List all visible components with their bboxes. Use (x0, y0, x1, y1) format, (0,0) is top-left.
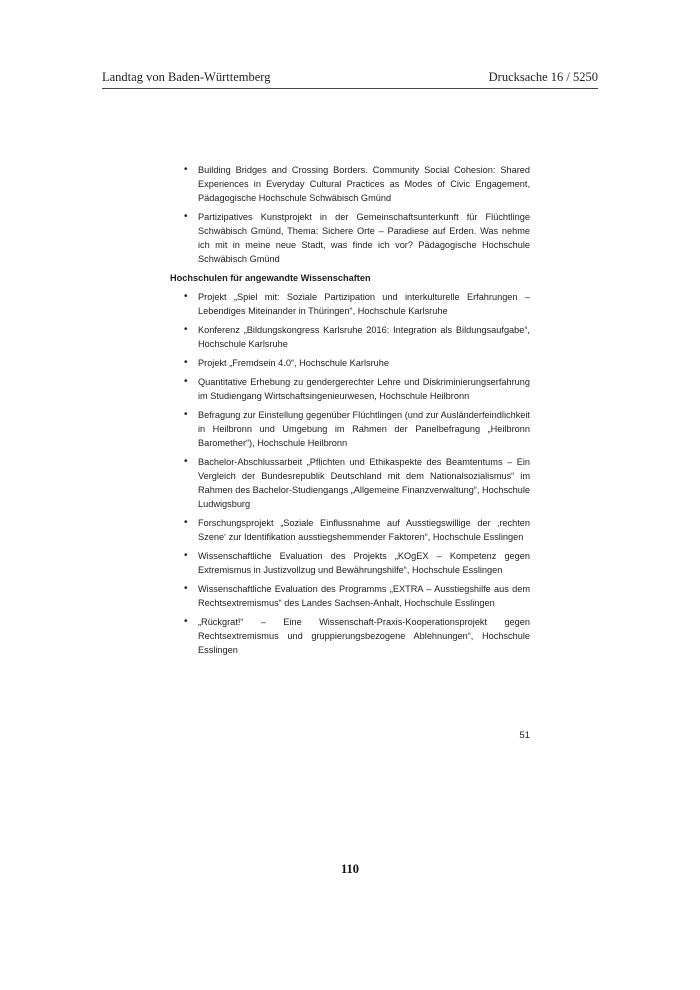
main-content (170, 163, 530, 662)
inner-page-number: 51 (519, 730, 530, 741)
outer-page-number: 110 (340, 862, 360, 876)
bullet-list-a (170, 163, 530, 266)
list-item: • Wissenschaftliche Evaluation des Projekts „KOgEX – Kompetenz gegen Extremismus in Justizvollzug und Bewährungshilfe“, Hochschule Esslingen (170, 549, 530, 577)
list-item: • Projekt „Spiel mit: Soziale Partizipation und interkulturelle Erfahrungen – Lebendiges Miteinander in Thüringen“, Hochschule Karlsruhe (170, 290, 530, 318)
section-heading: Hochschulen für angewandte Wissenschaften (170, 273, 371, 283)
header-document-number: Drucksache 16 / 5250 (488, 70, 598, 84)
page-header (102, 70, 598, 89)
header-left-title: Landtag von Baden-Württemberg (102, 70, 271, 84)
list-item: • Konferenz „Bildungskongress Karlsruhe 2016: Integration als Bildungsaufgabe“, Hochschule Karlsruhe (170, 323, 530, 351)
list-item: • Wissenschaftliche Evaluation des Programms „EXTRA – Ausstiegshilfe aus dem Rechtsextremismus“ des Landes Sachsen-Anhalt, Hochschule Esslingen (170, 582, 530, 610)
list-item: • Building Bridges and Crossing Borders. Community Social Cohesion: Shared Experiences in Everyday Cultural Practices as Modes of Civic Engagement, Pädagogische Hochschule Schwäbisch Gmünd (170, 163, 530, 205)
list-item: • Partizipatives Kunstprojekt in der Gemeinschaftsunterkunft für Flüchtlinge Schwäbisch Gmünd, Thema: Sichere Orte – Paradiese auf Erden. Was nehme ich mit in meine neue Stadt, was finde ich vor? Pädagogische Hochschule Schwäbisch Gmünd (170, 210, 530, 266)
list-item: • „Rückgrat!“ – Eine Wissenschaft-Praxis-Kooperationsprojekt gegen Rechtsextremismus und gruppierungsbezogene Ablehnungen“, Hochschule Esslingen (170, 615, 530, 657)
list-item: • Projekt „Fremdsein 4.0“, Hochschule Karlsruhe (170, 356, 530, 370)
list-item: • Quantitative Erhebung zu gendergerechter Lehre und Diskriminierungserfahrung im Studiengang Wirtschaftsingenieurwesen, Hochschule Heilbronn (170, 375, 530, 403)
list-item: • Forschungsprojekt „Soziale Einflussnahme auf Ausstiegswillige der ‚rechten Szene‘ zur Identifikation ausstiegshemmender Faktoren“, Hochschule Esslingen (170, 516, 530, 544)
bullet-list-b (170, 290, 530, 657)
list-item: • Befragung zur Einstellung gegenüber Flüchtlingen (und zur Ausländerfeindlichkeit in Heilbronn und Umgebung im Rahmen der Panelbefragung „Heilbronn Baromether“), Hochschule Heilbronn (170, 408, 530, 450)
list-item: • Bachelor-Abschlussarbeit „Pflichten und Ethikaspekte des Beamtentums – Ein Vergleich der Bundesrepublik Deutschland mit dem Nationalsozialismus“ im Rahmen des Bachelor-Studiengangs „Allgemeine Finanzverwaltung“, Hochschule Ludwigsburg (170, 455, 530, 511)
